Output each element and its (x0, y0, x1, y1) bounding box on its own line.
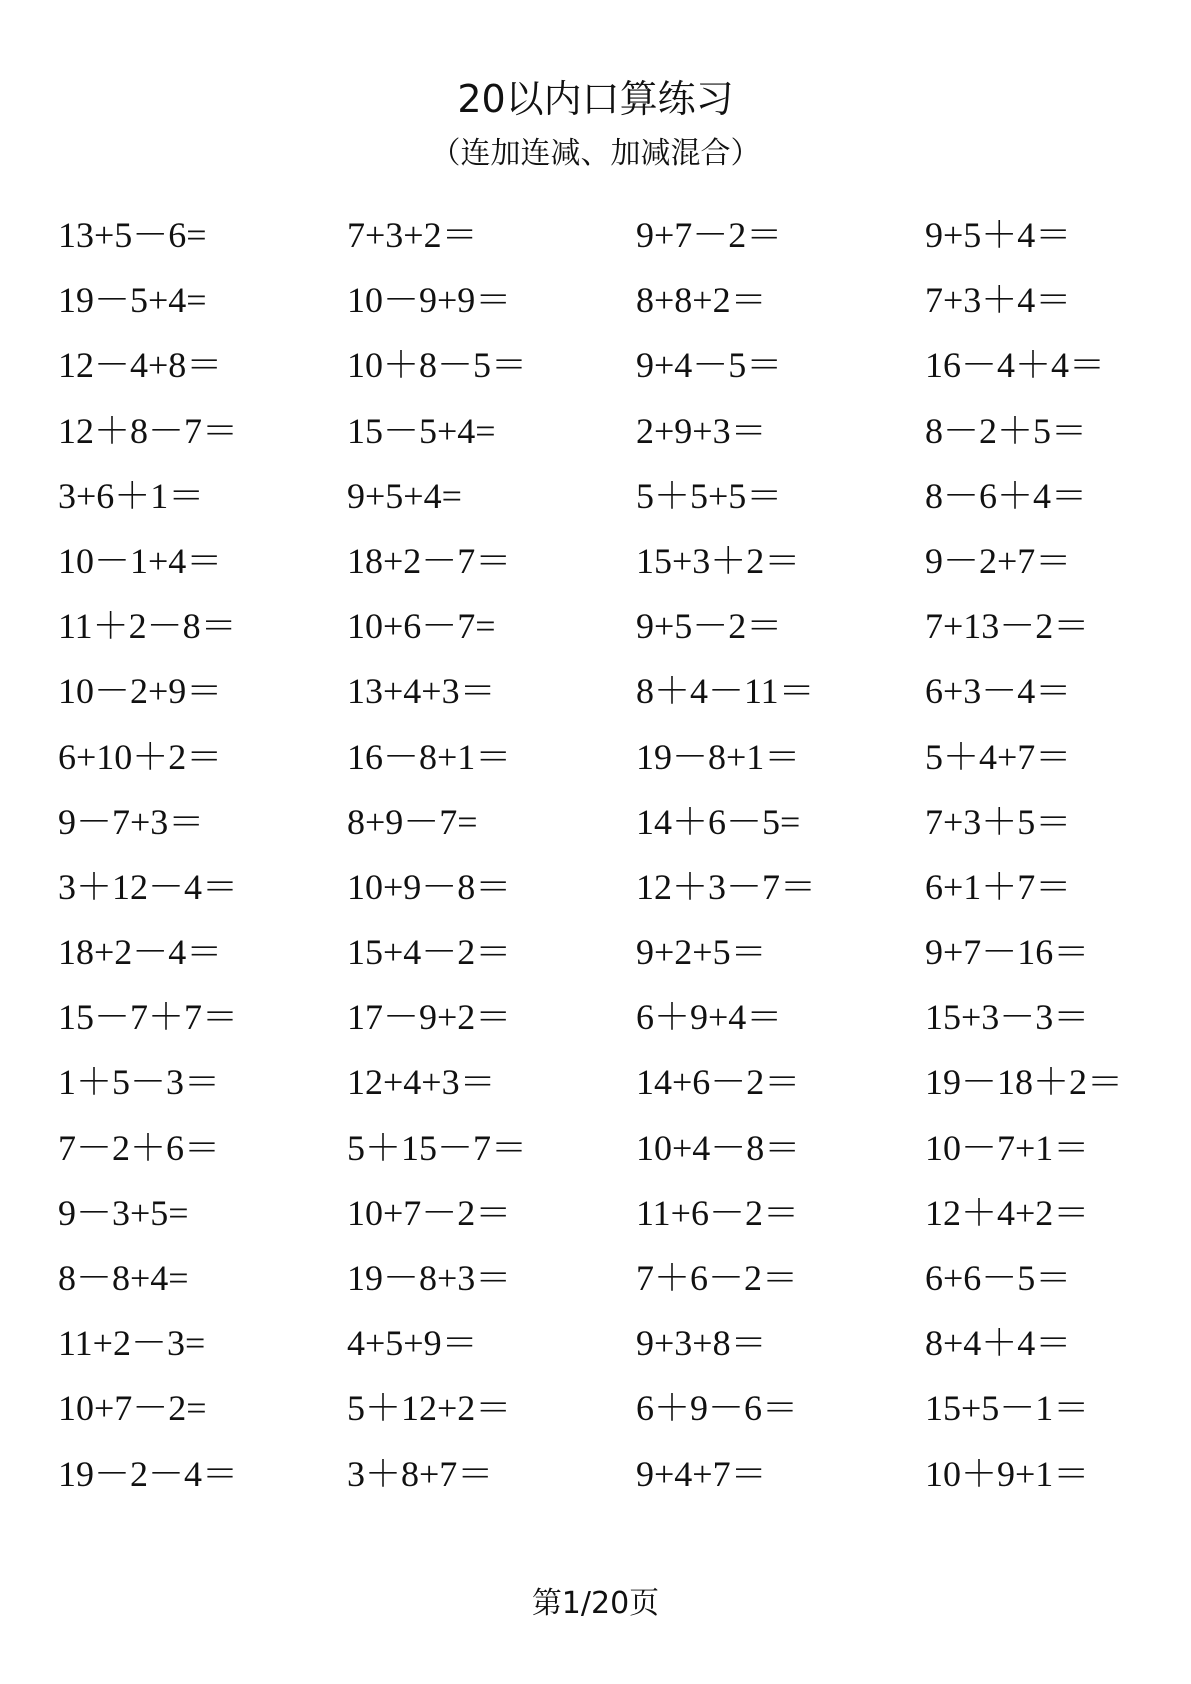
math-problem: 18+2－4＝ (58, 932, 223, 973)
math-problem: 11+6－2＝ (636, 1192, 799, 1233)
math-problem: 11+2－3= (58, 1323, 206, 1364)
math-problem: 7+13－2＝ (925, 606, 1090, 647)
math-problem: 9－7+3＝ (58, 801, 205, 842)
math-problem: 5＋12+2＝ (347, 1388, 512, 1429)
math-problem: 8－2＋5＝ (925, 410, 1088, 451)
math-problem: 9－2+7＝ (925, 540, 1072, 581)
page-number: 第1/20页 (531, 1586, 660, 1621)
math-problem: 3＋8+7＝ (347, 1453, 494, 1494)
math-problem: 19－8+1＝ (636, 736, 801, 777)
math-problem: 7－2＋6＝ (58, 1127, 221, 1168)
math-problem: 9+7－16＝ (925, 932, 1090, 973)
math-problem: 9+5－2＝ (636, 606, 783, 647)
math-problem: 10＋9+1＝ (925, 1453, 1090, 1494)
math-problem: 9－3+5= (58, 1192, 189, 1233)
math-problem: 4+5+9＝ (347, 1323, 478, 1364)
math-problem: 11＋2－8＝ (58, 606, 237, 647)
math-problem: 10＋8－5＝ (347, 345, 528, 386)
math-problem: 14＋6－5= (636, 801, 801, 842)
math-problem: 10+4－8＝ (636, 1127, 801, 1168)
math-problem: 12+4+3＝ (347, 1062, 496, 1103)
math-problem: 2+9+3＝ (636, 410, 767, 451)
math-problem: 5＋15－7＝ (347, 1127, 528, 1168)
math-problem: 9+4－5＝ (636, 345, 783, 386)
math-problem: 8+4＋4＝ (925, 1323, 1072, 1364)
math-problem: 17－9+2＝ (347, 997, 512, 1038)
math-problem: 9+7－2＝ (636, 215, 783, 255)
math-problem: 10－2+9＝ (58, 671, 223, 712)
math-problem: 13+4+3＝ (347, 671, 496, 712)
math-problem: 10+7－2＝ (347, 1192, 512, 1233)
math-problem: 5＋4+7＝ (925, 736, 1072, 777)
math-problem: 19－2－4＝ (58, 1453, 239, 1494)
math-problem: 6+1＋7＝ (925, 866, 1072, 907)
math-problem: 16－8+1＝ (347, 736, 512, 777)
math-problem: 16－4＋4＝ (925, 345, 1106, 386)
math-problem: 12＋4+2＝ (925, 1192, 1090, 1233)
math-problem: 10+6－7= (347, 606, 496, 647)
math-problem: 9+5+4= (347, 475, 462, 516)
page-title: 20以内口算练习 (457, 77, 734, 121)
math-problem: 19－18＋2＝ (925, 1062, 1124, 1103)
math-problem: 6+3－4＝ (925, 671, 1072, 712)
page-subtitle: （连加连减、加减混合） (430, 136, 761, 171)
math-problem: 8+8+2＝ (636, 280, 767, 321)
math-problem: 7＋6－2＝ (636, 1258, 799, 1298)
math-problem: 12＋8－7＝ (58, 410, 239, 451)
math-problem: 7+3＋4＝ (925, 280, 1072, 321)
math-problem: 10－7+1＝ (925, 1127, 1090, 1168)
math-problem: 15+3＋2＝ (636, 540, 801, 581)
math-problem: 18+2－7＝ (347, 540, 512, 581)
math-problem: 19－8+3＝ (347, 1258, 512, 1298)
math-problem: 6+6－5＝ (925, 1258, 1072, 1298)
math-problem: 19－5+4= (58, 280, 207, 321)
math-problem: 15+3－3＝ (925, 997, 1090, 1038)
math-problem: 9+5＋4＝ (925, 215, 1072, 255)
math-problem: 15+4－2＝ (347, 932, 512, 973)
math-problem: 10－1+4＝ (58, 540, 223, 581)
math-problem: 15+5－1＝ (925, 1388, 1090, 1429)
math-problem: 12＋3－7＝ (636, 866, 817, 907)
math-problem: 1＋5－3＝ (58, 1062, 221, 1103)
math-problem: 10+7－2= (58, 1388, 207, 1429)
math-problem: 8＋4－11＝ (636, 671, 815, 712)
math-problem: 8+9－7= (347, 801, 478, 842)
math-problem: 8－6＋4＝ (925, 475, 1088, 516)
math-problem: 10－9+9＝ (347, 280, 512, 321)
math-problem: 15－7＋7＝ (58, 997, 239, 1038)
math-problem: 3＋12－4＝ (58, 866, 239, 907)
math-problem: 8－8+4= (58, 1258, 189, 1298)
math-problem: 3+6＋1＝ (58, 475, 205, 516)
math-problem: 9+4+7＝ (636, 1453, 767, 1494)
problem-grid (58, 212, 1191, 1516)
math-problem: 7+3＋5＝ (925, 801, 1072, 842)
math-problem: 6+10＋2＝ (58, 736, 223, 777)
math-problem: 9+2+5＝ (636, 932, 767, 973)
math-problem: 14+6－2＝ (636, 1062, 801, 1103)
math-problem: 15－5+4= (347, 410, 496, 451)
math-problem: 5＋5+5＝ (636, 475, 783, 516)
math-problem: 13+5－6= (58, 215, 207, 255)
math-problem: 7+3+2＝ (347, 215, 478, 255)
math-problem: 6＋9+4＝ (636, 997, 783, 1038)
math-problem: 9+3+8＝ (636, 1323, 767, 1364)
math-problem: 10+9－8＝ (347, 866, 512, 907)
math-problem: 12－4+8＝ (58, 345, 223, 386)
math-problem: 6＋9－6＝ (636, 1388, 799, 1429)
